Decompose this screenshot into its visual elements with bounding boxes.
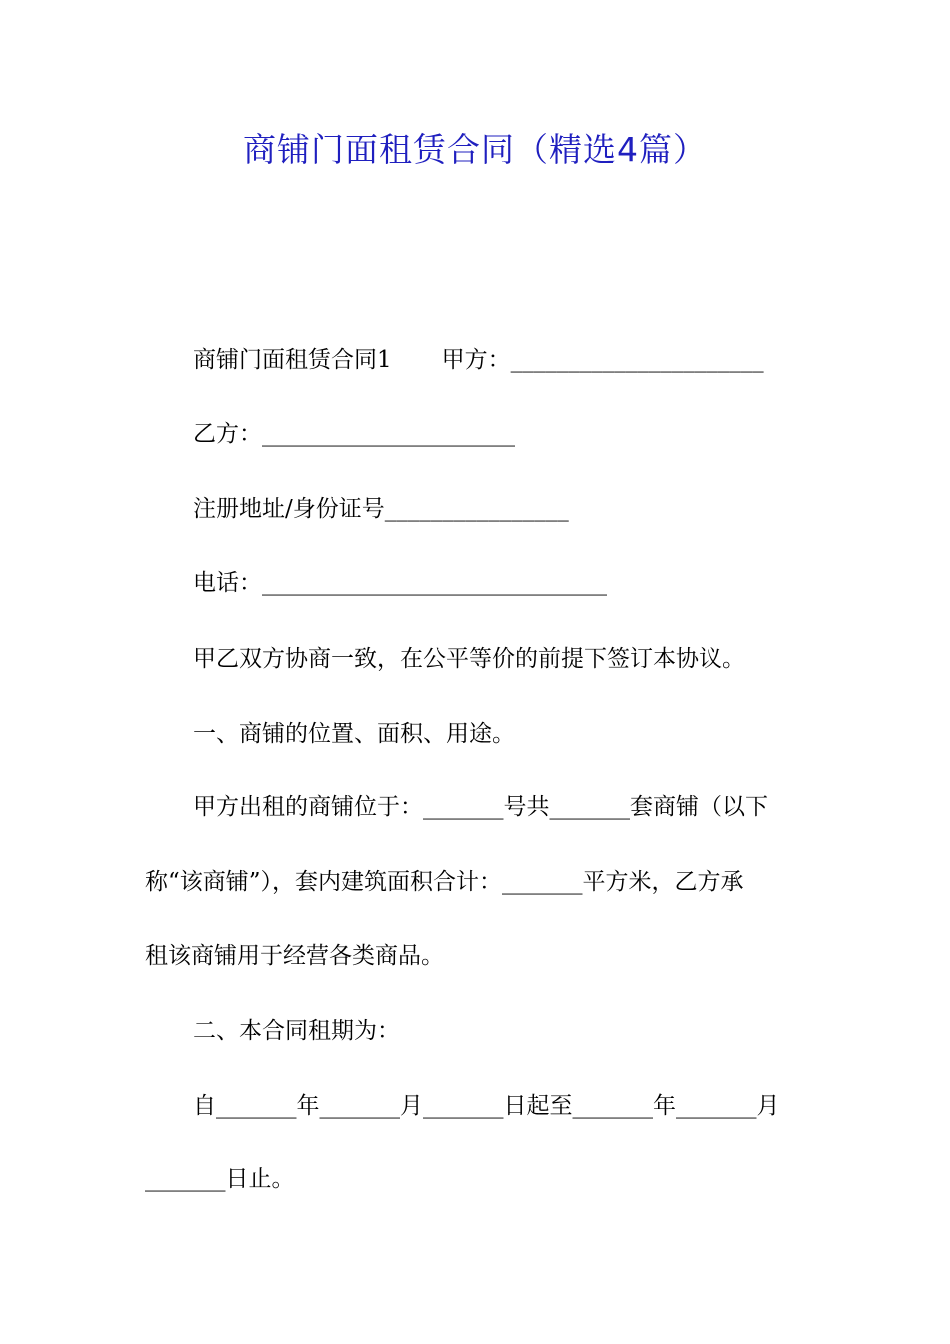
agreement-paragraph: 甲乙双方协商一致，在公平等价的前提下签订本协议。 [193,646,745,672]
heading-party-a-line [145,344,810,376]
section-2-heading: 二、本合同租期为： [193,1018,400,1044]
party-b-field: 乙方：______________________ [193,421,515,447]
section-1-line-1: 甲方出租的商铺位于：_______号共_______套商铺（以下 [193,794,768,820]
contract-heading: 商铺门面租赁合同1 [193,347,392,373]
address-field: 注册地址/身份证号________________ [193,496,569,522]
section-1-line-2: 称“该商铺”），套内建筑面积合计：_______平方米，乙方承 [145,869,744,895]
document-title: 商铺门面租赁合同（精选4篇） [243,130,707,169]
section-2-line-2: _______日止。 [145,1166,295,1192]
section-1-heading: 一、商铺的位置、面积、用途。 [193,721,515,747]
section-2-line-1: 自_______年_______月_______日起至_______年_______月 [193,1093,780,1119]
party-a-field: 甲方：______________________ [441,347,764,373]
section-1-line-3: 租该商铺用于经营各类商品。 [145,943,444,969]
phone-field: 电话：______________________________ [193,570,607,596]
